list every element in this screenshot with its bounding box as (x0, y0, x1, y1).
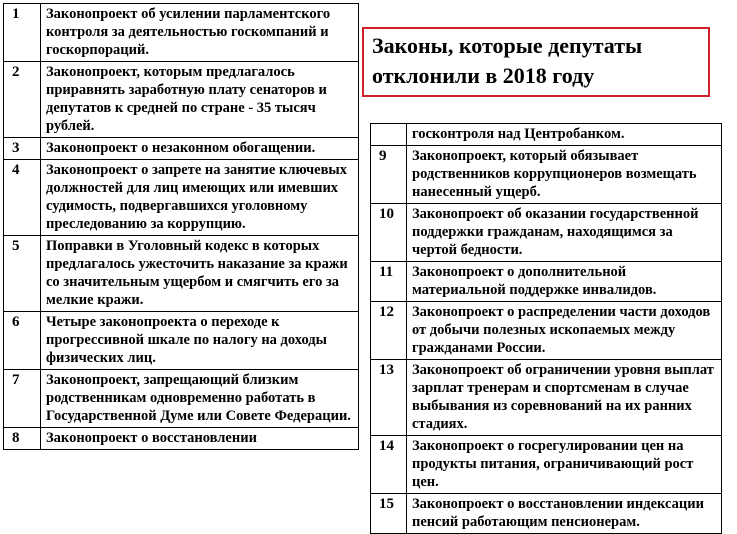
row-text: Законопроект, которым предлагалось приравнять заработную плату сенаторов и депутатов к средней по стране - 35 тысяч рублей. (41, 62, 359, 138)
row-number: 2 (4, 62, 41, 138)
row-text: Законопроект о дополнительной материальной поддержке инвалидов. (407, 262, 722, 302)
table-row (371, 124, 722, 146)
table-row (4, 312, 359, 370)
row-number: 1 (4, 4, 41, 62)
row-number: 9 (371, 146, 407, 204)
row-text: Законопроект о восстановлении (41, 428, 359, 450)
row-number: 10 (371, 204, 407, 262)
row-text: Законопроект о запрете на занятие ключевых должностей для лиц имеющих или имевших судимость, подвергавшихся уголовному преследованию за коррупцию. (41, 160, 359, 236)
table-row (4, 370, 359, 428)
table-row (371, 262, 722, 302)
row-text: Законопроект, запрещающий близким родственникам одновременно работать в Государственной Думе или Совете Федерации. (41, 370, 359, 428)
laws-table-left (3, 3, 359, 450)
laws-table-right (370, 123, 722, 534)
table-row (371, 436, 722, 494)
row-number: 5 (4, 236, 41, 312)
row-text: Законопроект о восстановлении индексации пенсий работающим пенсионерам. (407, 494, 722, 534)
row-text: госконтроля над Центробанком. (407, 124, 722, 146)
table-row (371, 494, 722, 534)
row-number: 13 (371, 360, 407, 436)
table-row (4, 138, 359, 160)
row-number: 3 (4, 138, 41, 160)
row-text: Законопроект об оказании государственной поддержки гражданам, находящимся за чертой бедности. (407, 204, 722, 262)
table-row (4, 428, 359, 450)
table-row (371, 302, 722, 360)
row-number: 12 (371, 302, 407, 360)
table-row (371, 204, 722, 262)
row-number: 8 (4, 428, 41, 450)
table-row (4, 62, 359, 138)
row-number (371, 124, 407, 146)
row-text: Законопроект, который обязывает родственников коррупционеров возмещать нанесенный ущерб. (407, 146, 722, 204)
row-text: Законопроект о распределении части доходов от добычи полезных ископаемых между гражданами России. (407, 302, 722, 360)
table-row (4, 160, 359, 236)
table-row (4, 236, 359, 312)
table-row (4, 4, 359, 62)
row-number: 7 (4, 370, 41, 428)
row-number: 6 (4, 312, 41, 370)
row-text: Законопроект о незаконном обогащении. (41, 138, 359, 160)
row-number: 11 (371, 262, 407, 302)
row-text: Законопроект об усилении парламентского контроля за деятельностью госкомпаний и госкорпораций. (41, 4, 359, 62)
table-row (371, 146, 722, 204)
row-number: 4 (4, 160, 41, 236)
row-text: Поправки в Уголовный кодекс в которых предлагалось ужесточить наказание за кражи со значительным ущербом и смягчить его за мелкие кражи. (41, 236, 359, 312)
row-text: Законопроект об ограничении уровня выплат зарплат тренерам и спортсменам в случае выбывания из соревнований на их ранних стадиях. (407, 360, 722, 436)
row-number: 14 (371, 436, 407, 494)
page-title: Законы, которые депутаты отклонили в 2018 году (362, 27, 710, 97)
row-text: Четыре законопроекта о переходе к прогрессивной шкале по налогу на доходы физических лиц. (41, 312, 359, 370)
row-text: Законопроект о госрегулировании цен на продукты питания, ограничивающий рост цен. (407, 436, 722, 494)
table-row (371, 360, 722, 436)
row-number: 15 (371, 494, 407, 534)
